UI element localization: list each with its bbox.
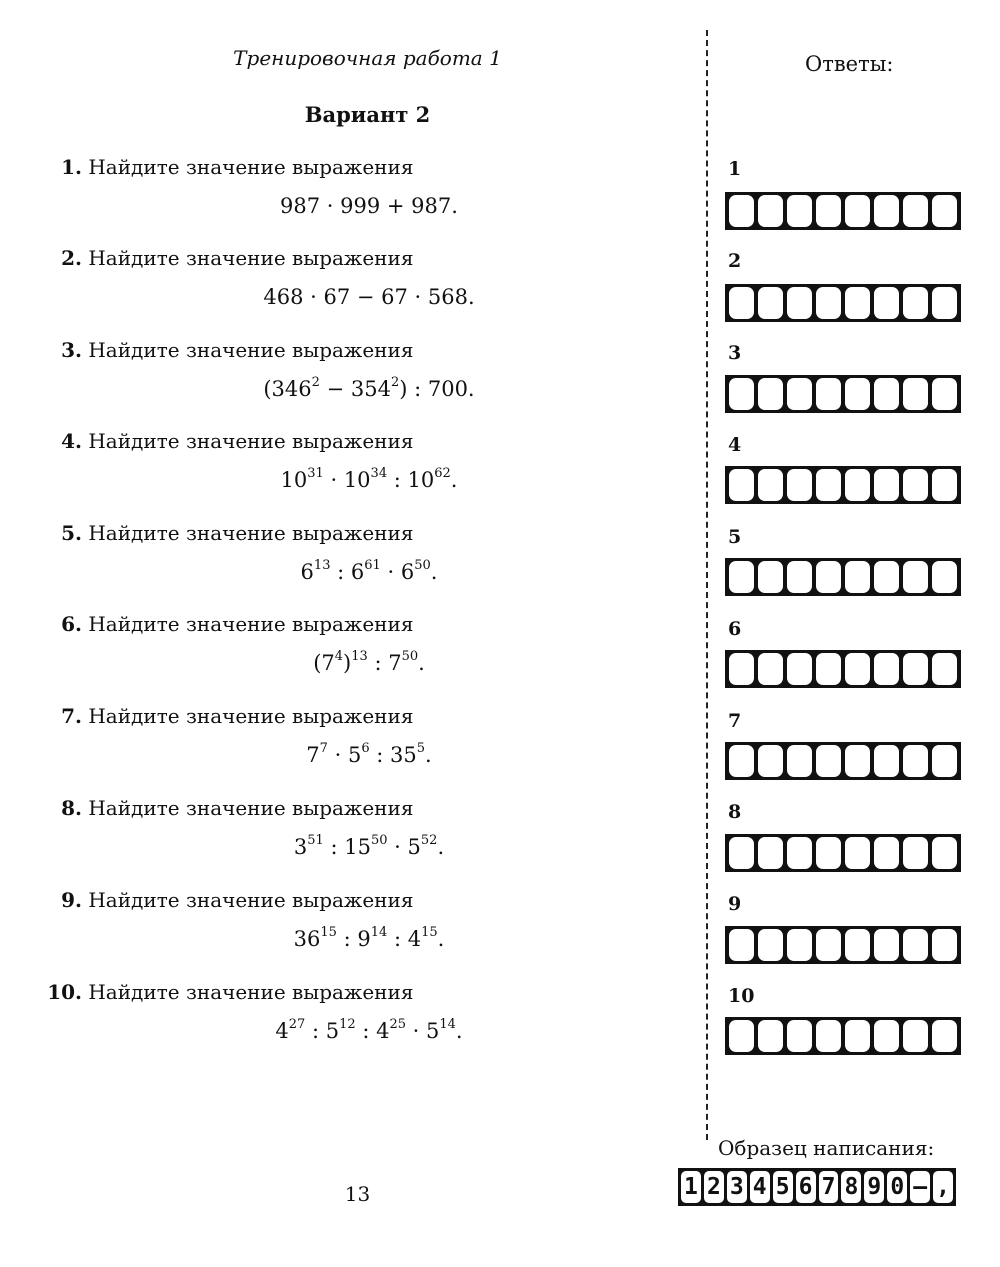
task-prompt	[44, 246, 464, 270]
answer-cell[interactable]	[787, 469, 812, 501]
answer-cell[interactable]	[932, 195, 957, 227]
answer-cell[interactable]	[845, 929, 870, 961]
task-item	[44, 155, 464, 218]
task-expression: $6^{13}$ : $6^{61} \cdot 6^{50}$.	[300, 558, 438, 584]
answer-label: 4	[728, 434, 742, 456]
answer-cell[interactable]	[874, 561, 899, 593]
answer-cell[interactable]	[845, 469, 870, 501]
task-item	[44, 704, 464, 767]
answer-cell[interactable]	[729, 561, 754, 593]
task-number: 6.	[61, 612, 82, 636]
answer-cell[interactable]	[845, 561, 870, 593]
sample-char: 7	[819, 1171, 839, 1203]
answer-cell[interactable]	[816, 745, 841, 777]
answer-cell[interactable]	[932, 837, 957, 869]
task-prompt	[44, 338, 464, 362]
answer-box[interactable]	[725, 558, 961, 596]
task-prompt	[44, 429, 464, 453]
task-item	[44, 521, 464, 584]
sample-char: 8	[841, 1171, 861, 1203]
answer-cell[interactable]	[845, 1020, 870, 1052]
task-number: 8.	[61, 796, 82, 820]
answer-cell[interactable]	[816, 929, 841, 961]
answer-cell[interactable]	[874, 745, 899, 777]
answer-box[interactable]	[725, 284, 961, 322]
answer-cell[interactable]	[787, 561, 812, 593]
task-expression: $(346^2 - 354^2)$ : 700.	[263, 375, 475, 401]
task-item	[44, 429, 464, 492]
task-prompt	[44, 796, 464, 820]
answer-cell[interactable]	[758, 561, 783, 593]
answer-cell[interactable]	[845, 195, 870, 227]
answer-cell[interactable]	[874, 1020, 899, 1052]
task-prompt	[44, 704, 464, 728]
answer-label: 5	[728, 526, 742, 548]
answer-cell[interactable]	[874, 195, 899, 227]
page-number: 13	[344, 1182, 371, 1206]
task-item	[44, 888, 464, 951]
answer-cell[interactable]	[816, 469, 841, 501]
answer-cell[interactable]	[787, 929, 812, 961]
answer-cell[interactable]	[932, 929, 957, 961]
answer-cell[interactable]	[932, 745, 957, 777]
answer-cell[interactable]	[816, 561, 841, 593]
answer-cell[interactable]	[845, 837, 870, 869]
answer-label: 7	[728, 710, 742, 732]
answer-cell[interactable]	[903, 378, 928, 410]
answer-cell[interactable]	[787, 195, 812, 227]
task-item	[44, 796, 464, 859]
answer-cell[interactable]	[932, 469, 957, 501]
answer-label: 6	[728, 618, 742, 640]
task-prompt	[44, 155, 464, 179]
task-text: Найдите значение выражения	[88, 246, 414, 270]
answer-box[interactable]	[725, 375, 961, 413]
answer-cell[interactable]	[874, 378, 899, 410]
answer-cell[interactable]	[903, 1020, 928, 1052]
task-text: Найдите значение выражения	[88, 980, 414, 1004]
task-number: 4.	[61, 429, 82, 453]
answer-cell[interactable]	[845, 287, 870, 319]
answer-cell[interactable]	[729, 1020, 754, 1052]
task-text: Найдите значение выражения	[88, 155, 414, 179]
answer-cell[interactable]	[758, 929, 783, 961]
task-expression: $10^{31} \cdot 10^{34}$ : $10^{62}$.	[280, 466, 458, 492]
answer-label: 8	[728, 801, 742, 823]
answer-cell[interactable]	[787, 378, 812, 410]
task-expression: $36^{15}$ : $9^{14}$ : $4^{15}$.	[293, 925, 445, 951]
sample-char: 4	[750, 1171, 770, 1203]
answer-cell[interactable]	[845, 653, 870, 685]
answer-box[interactable]	[725, 650, 961, 688]
task-expression: $(7^4)^{13}$ : $7^{50}$.	[313, 649, 425, 675]
sample-char: 3	[727, 1171, 747, 1203]
task-prompt	[44, 888, 464, 912]
answer-cell[interactable]	[932, 287, 957, 319]
answer-cell[interactable]	[787, 745, 812, 777]
answer-cell[interactable]	[729, 195, 754, 227]
task-item	[44, 612, 464, 675]
answer-cell[interactable]	[729, 469, 754, 501]
answer-cell[interactable]	[903, 287, 928, 319]
cut-line-divider	[706, 30, 708, 1140]
task-number: 2.	[61, 246, 82, 270]
answer-cell[interactable]	[874, 287, 899, 319]
task-text: Найдите значение выражения	[88, 704, 414, 728]
answer-cell[interactable]	[903, 561, 928, 593]
answer-cell[interactable]	[729, 837, 754, 869]
answer-cell[interactable]	[729, 929, 754, 961]
task-expression: $4^{27}$ : $5^{12}$ : $4^{25} \cdot 5^{14}$.	[275, 1017, 463, 1043]
variant-title: Вариант 2	[304, 102, 431, 127]
answer-cell[interactable]	[816, 287, 841, 319]
task-number: 1.	[61, 155, 82, 179]
answer-cell[interactable]	[816, 653, 841, 685]
answer-label: 3	[728, 342, 742, 364]
answer-box[interactable]	[725, 926, 961, 964]
answer-cell[interactable]	[729, 653, 754, 685]
answer-box[interactable]	[725, 192, 961, 230]
task-prompt	[44, 612, 464, 636]
task-number: 10.	[47, 980, 82, 1004]
answer-cell[interactable]	[729, 287, 754, 319]
task-number: 9.	[61, 888, 82, 912]
task-text: Найдите значение выражения	[88, 338, 414, 362]
sample-char: ,	[933, 1171, 953, 1203]
answer-cell[interactable]	[758, 653, 783, 685]
sample-char: 2	[704, 1171, 724, 1203]
task-text: Найдите значение выражения	[88, 521, 414, 545]
task-item	[44, 338, 475, 401]
sample-char: 9	[864, 1171, 884, 1203]
answer-cell[interactable]	[845, 378, 870, 410]
answer-label: 10	[728, 985, 755, 1007]
answer-cell[interactable]	[874, 929, 899, 961]
task-expression: 468 · 67 − 67 · 568.	[263, 285, 475, 309]
task-number: 7.	[61, 704, 82, 728]
answer-cell[interactable]	[903, 837, 928, 869]
task-text: Найдите значение выражения	[88, 888, 414, 912]
answer-cell[interactable]	[874, 837, 899, 869]
answer-cell[interactable]	[932, 653, 957, 685]
answer-cell[interactable]	[932, 1020, 957, 1052]
task-item	[44, 980, 464, 1043]
task-text: Найдите значение выражения	[88, 796, 414, 820]
sample-char: –	[910, 1171, 930, 1203]
answer-cell[interactable]	[729, 745, 754, 777]
task-item	[44, 246, 475, 309]
answer-cell[interactable]	[787, 1020, 812, 1052]
answer-cell[interactable]	[903, 745, 928, 777]
answer-cell[interactable]	[758, 837, 783, 869]
answer-box[interactable]	[725, 834, 961, 872]
task-prompt	[44, 521, 464, 545]
answer-cell[interactable]	[758, 195, 783, 227]
sample-label: Образец написания:	[718, 1136, 935, 1160]
answer-cell[interactable]	[903, 195, 928, 227]
answer-cell[interactable]	[787, 837, 812, 869]
answer-cell[interactable]	[758, 745, 783, 777]
sample-writing-box	[678, 1168, 956, 1206]
answer-cell[interactable]	[758, 469, 783, 501]
task-expression: $7^7 \cdot 5^6$ : $35^5$.	[306, 741, 432, 767]
answer-cell[interactable]	[903, 469, 928, 501]
page-subtitle: Тренировочная работа 1	[233, 46, 502, 70]
answer-box[interactable]	[725, 742, 961, 780]
answer-cell[interactable]	[845, 745, 870, 777]
answer-cell[interactable]	[903, 653, 928, 685]
sample-char: 1	[681, 1171, 701, 1203]
sample-char: 5	[773, 1171, 793, 1203]
answer-cell[interactable]	[816, 837, 841, 869]
answer-cell[interactable]	[874, 469, 899, 501]
answer-label: 9	[728, 893, 742, 915]
answer-label: 2	[728, 250, 742, 272]
answer-label: 1	[728, 158, 742, 180]
sample-char: 0	[887, 1171, 907, 1203]
task-text: Найдите значение выражения	[88, 612, 414, 636]
answer-box[interactable]	[725, 466, 961, 504]
task-expression: 987 · 999 + 987.	[280, 194, 458, 218]
answer-cell[interactable]	[816, 195, 841, 227]
answer-cell[interactable]	[787, 287, 812, 319]
answer-cell[interactable]	[816, 1020, 841, 1052]
task-expression: $3^{51}$ : $15^{50} \cdot 5^{52}$.	[293, 833, 445, 859]
answer-cell[interactable]	[758, 378, 783, 410]
answer-cell[interactable]	[816, 378, 841, 410]
answer-cell[interactable]	[758, 287, 783, 319]
task-text: Найдите значение выражения	[88, 429, 414, 453]
answer-box[interactable]	[725, 1017, 961, 1055]
answer-cell[interactable]	[787, 653, 812, 685]
task-prompt	[44, 980, 464, 1004]
answer-cell[interactable]	[729, 378, 754, 410]
answer-cell[interactable]	[932, 561, 957, 593]
answer-cell[interactable]	[932, 378, 957, 410]
task-number: 5.	[61, 521, 82, 545]
answer-cell[interactable]	[758, 1020, 783, 1052]
task-number: 3.	[61, 338, 82, 362]
sample-char: 6	[796, 1171, 816, 1203]
answers-title: Ответы:	[805, 52, 894, 76]
answer-cell[interactable]	[903, 929, 928, 961]
answer-cell[interactable]	[874, 653, 899, 685]
